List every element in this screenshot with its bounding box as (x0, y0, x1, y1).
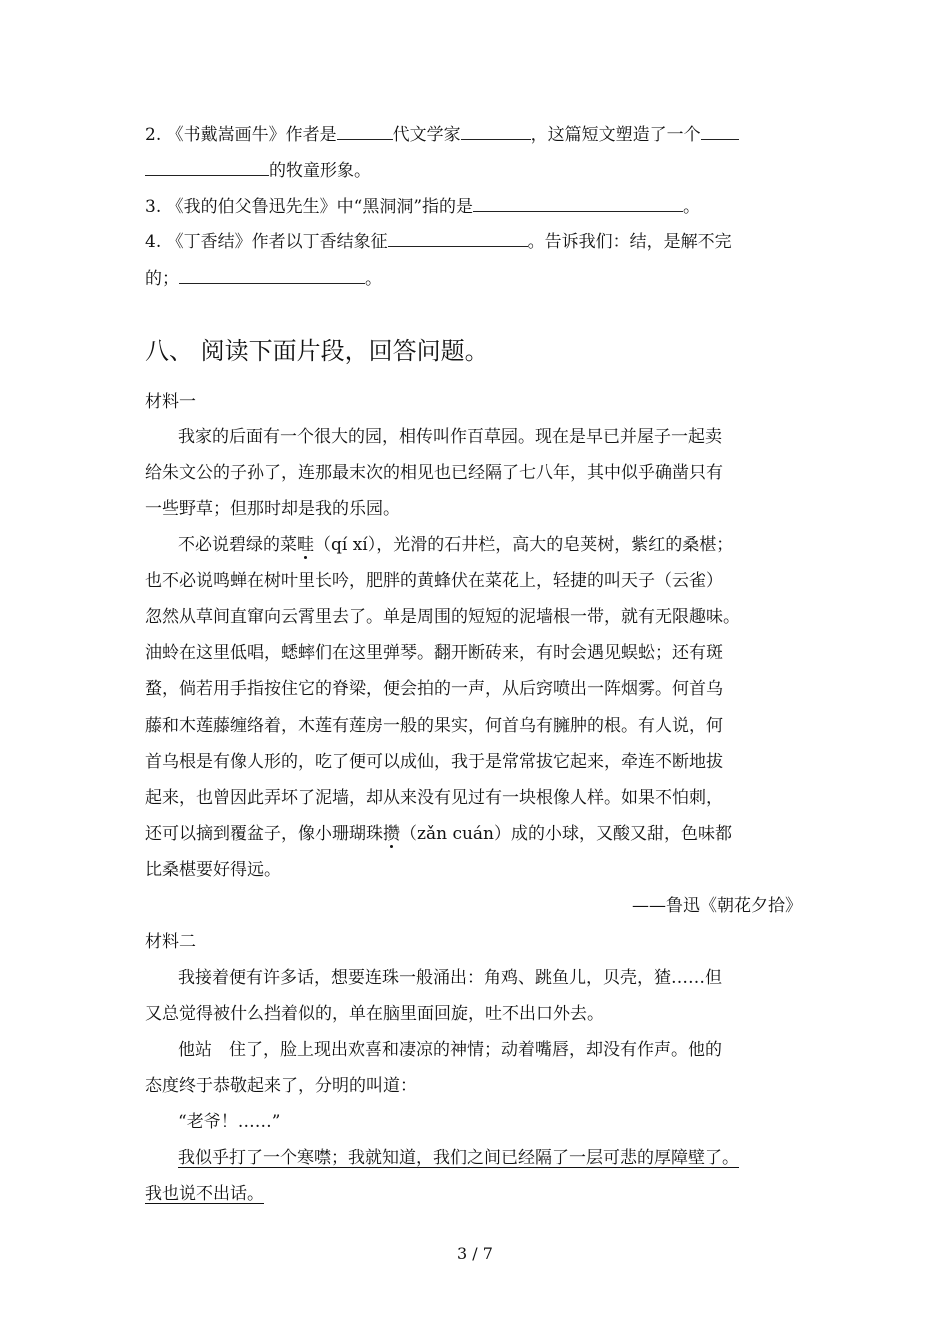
question-4-part-b: 。告诉我们：结，是解不完 (527, 232, 732, 252)
passage-line: 给朱文公的子孙了，连那最末次的相见也已经隔了七八年，其中似乎确凿只有 (145, 463, 723, 483)
question-2-part-c: ，这篇短文塑造了一个 (530, 125, 701, 145)
underlined-sentence: 我似乎打了一个寒噤；我就知道，我们之间已经隔了一层可悲的厚障壁了。 (178, 1148, 739, 1168)
question-3 (145, 194, 700, 219)
passage-line: 比桑椹要好得远。 (145, 860, 281, 880)
passage-line: 油蛉在这里低唱，蟋蟀们在这里弹琴。翻开断砖来，有时会遇见蜈蚣；还有斑 (145, 643, 723, 663)
question-2-part-a: 2. 《书戴嵩画牛》作者是 (145, 125, 337, 145)
passage-line: 蝥，倘若用手指按住它的脊梁，便会拍的一声，从后窍喷出一阵烟雾。何首乌 (145, 679, 723, 699)
answer-blank[interactable] (388, 229, 528, 247)
question-2-part-d: 的牧童形象。 (269, 161, 371, 181)
answer-blank[interactable] (145, 158, 269, 176)
source-citation: ——鲁迅《朝花夕拾》 (632, 896, 802, 916)
material-2-label: 材料二 (145, 932, 196, 952)
passage-line: 我接着便有许多话，想要连珠一般涌出：角鸡、跳鱼儿，贝壳，猹……但 (178, 968, 722, 988)
answer-blank[interactable] (461, 122, 531, 140)
answer-blank[interactable] (473, 194, 683, 212)
question-2-part-b: 代文学家 (392, 125, 461, 145)
passage-text: 还可以摘到覆盆子，像小珊瑚珠 (145, 824, 383, 844)
passage-line: 一些野草；但那时却是我的乐园。 (145, 499, 400, 519)
passage-line: 又总觉得被什么挡着似的，单在脑里面回旋，吐不出口外去。 (145, 1004, 604, 1024)
passage-line (145, 822, 732, 846)
question-3-part-a: 3. 《我的伯父鲁迅先生》中“黑洞洞”指的是 (145, 197, 474, 217)
passage-line: 首乌根是有像人形的，吃了便可以成仙，我于是常常拔它起来，牵连不断地拔 (145, 752, 723, 772)
question-4-part-a: 4. 《丁香结》作者以丁香结象征 (145, 232, 388, 252)
passage-text: （qí xí），光滑的石井栏，高大的皂荚树，紫红的桑椹； (314, 535, 734, 555)
answer-blank[interactable] (701, 122, 739, 140)
passage-line: 态度终于恭敬起来了，分明的叫道： (145, 1076, 417, 1096)
passage-text: 不必说碧绿的菜 (178, 535, 297, 555)
page-number: 3 / 7 (457, 1244, 493, 1263)
question-4 (145, 229, 732, 254)
underlined-sentence: 我也说不出话。 (145, 1184, 264, 1204)
question-4-cont (145, 266, 382, 291)
question-2-cont (145, 158, 371, 183)
passage-line: 藤和木莲藤缠络着，木莲有莲房一般的果实，何首乌有臃肿的根。有人说，何 (145, 716, 723, 736)
passage-line: 起来，也曾因此弄坏了泥墙，却从来没有见过有一块根像人样。如果不怕刺， (145, 788, 723, 808)
passage-line: 忽然从草间直窜向云霄里去了。单是周围的短短的泥墙根一带，就有无限趣味。 (145, 607, 740, 627)
question-2 (145, 122, 739, 147)
passage-line: 也不必说鸣蝉在树叶里长吟，肥胖的黄蜂伏在菜花上，轻捷的叫天子（云雀） (145, 571, 723, 591)
passage-line (178, 533, 733, 557)
section-heading: 八、 阅读下面片段，回答问题。 (145, 337, 489, 365)
material-1-label: 材料一 (145, 392, 196, 412)
passage-line: “老爷！……” (178, 1112, 281, 1132)
dotted-character: 畦 (297, 535, 314, 555)
answer-blank[interactable] (337, 122, 393, 140)
question-4-part-d: 。 (365, 269, 382, 289)
passage-text: （zǎn cuán）成的小球，又酸又甜，色味都 (400, 824, 732, 844)
passage-line: 他站 住了，脸上现出欢喜和凄凉的神情；动着嘴唇，却没有作声。他的 (178, 1040, 722, 1060)
question-3-part-b: 。 (683, 197, 701, 217)
passage-line: 我家的后面有一个很大的园，相传叫作百草园。现在是早已并屋子一起卖 (178, 427, 722, 447)
dotted-character: 攒 (383, 824, 400, 844)
answer-blank[interactable] (179, 266, 365, 284)
question-4-part-c: 的； (145, 269, 179, 289)
